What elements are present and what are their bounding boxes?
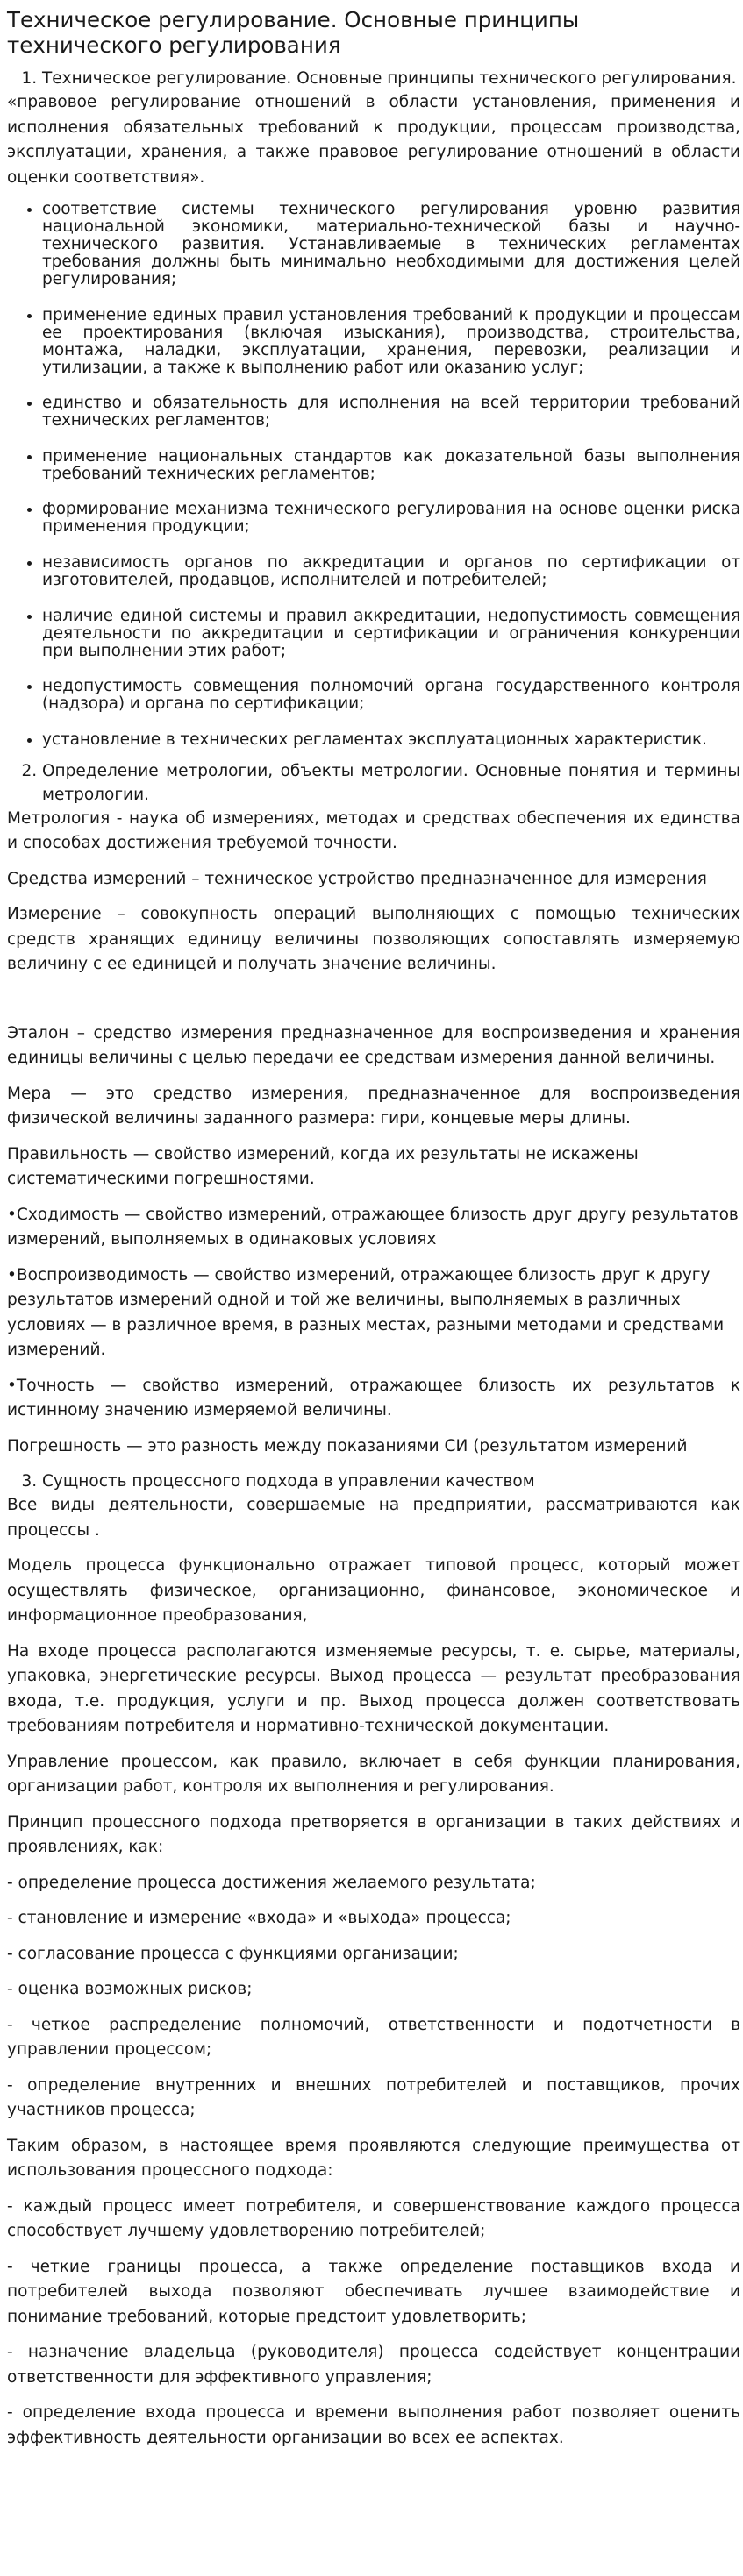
paragraph: - определение входа процесса и времени выполнения работ позволяет оценить эффективность деятельности организации во всех ее аспектах. <box>7 2403 740 2447</box>
paragraph: Все виды деятельности, совершаемые на предприятии, рассматриваются как процессы . <box>7 1496 740 1540</box>
paragraph: - назначение владельца (руководителя) процесса содействует концентрации ответственности для эффективного управления; <box>7 2343 740 2387</box>
section-1-heading: 1. Техническое регулирование. Основные принципы технического регулирования. <box>42 67 740 90</box>
paragraph: Принцип процессного подхода претворяется в организации в таких действиях и проявлениях, как: <box>7 1812 740 1857</box>
section-3-list <box>7 1469 740 1493</box>
paragraph: - согласование процесса с функциями организации; <box>7 1944 459 1963</box>
paragraph: - определение внутренних и внешних потребителей и поставщиков, прочих участников процесса; <box>7 2075 740 2120</box>
paragraph: •Точность — свойство измерений, отражающее близость их результатов к истинному значению измеряемой величины. <box>7 1376 740 1420</box>
list-item: • соответствие системы технического регулирования уровню развития национальной экономики, материально-технической базы и научно-технического развития. Устанавливаемые в технических регламентах требования должны быть минимально необходимыми для достижения целей регулирования; <box>42 201 740 288</box>
principles-list <box>7 201 740 749</box>
section-3-heading: 3. Сущность процессного подхода в управлении качеством <box>42 1469 740 1493</box>
paragraph: На входе процесса располагаются изменяемые ресурсы, т. е. сырье, материалы, упаковка, энергетические ресурсы. Выход процесса — результат преобразования входа, т.е. продукция, услуги и пр. Выход процесса должен соответствовать требованиям потребителя и нормативно-технической документации. <box>7 1641 740 1736</box>
list-item: • наличие единой системы и правил аккредитации, недопустимость совмещения деятельности по аккредитации и сертификации и ограничения конкуренции при выполнении этих работ; <box>42 608 740 660</box>
paragraph: Управление процессом, как правило, включает в себя функции планирования, организации работ, контроля их выполнения и регулирования. <box>7 1752 740 1797</box>
section-1-list <box>7 67 740 90</box>
paragraph: - четкое распределение полномочий, ответственности и подотчетности в управлении процессом; <box>7 2015 740 2060</box>
paragraph: Метрология - наука об измерениях, методах и средствах обеспечения их единства и способах достижения требуемой точности. <box>7 808 740 853</box>
paragraph: - каждый процесс имеет потребителя, и совершенствование каждого процесса способствует лучшему удовлетворению потребителей; <box>7 2196 740 2241</box>
paragraph: Эталон – средство измерения предназначенное для воспроизведения и хранения единицы величины с целью передачи ее средствам измерения данной величины. <box>7 1023 740 1068</box>
page-title: Техническое регулирование. Основные принципы технического регулирования <box>7 7 580 58</box>
paragraph: - оценка возможных рисков; <box>7 1980 253 1999</box>
spacer <box>7 988 740 1021</box>
list-item: • применение национальных стандартов как доказательной базы выполнения требований технических регламентов; <box>42 448 740 483</box>
list-item: • независимость органов по аккредитации и органов по сертификации от изготовителей, продавцов, исполнителей и потребителей; <box>42 554 740 589</box>
section-2-heading: 2. Определение метрологии, объекты метрологии. Основные понятия и термины метрологии. <box>42 759 740 807</box>
paragraph: - становление и измерение «входа» и «выхода» процесса; <box>7 1909 511 1928</box>
paragraph: •Воспроизводимость — свойство измерений, отражающее близость друг к другу результатов измерений одной и той же величины, выполняемых в различных условиях — в различное время, в разных местах, разными методами и средствами измерений. <box>7 1265 725 1360</box>
list-item: • установление в технических регламентах эксплуатационных характеристик. <box>42 731 740 749</box>
intro-paragraph: «правовое регулирование отношений в области установления, применения и исполнения обязательных требований к продукции, процессам производства, эксплуатации, хранения, а также правовое регулирование отношений в области оценки соответствия». <box>7 93 740 187</box>
list-item: • применение единых правил установления требований к продукции и процессам ее проектирования (включая изыскания), производства, строительства, монтажа, наладки, эксплуатации, хранения, перевозки, реализации и утилизации, а также к выполнению работ или оказанию услуг; <box>42 307 740 377</box>
paragraph: Измерение – совокупность операций выполняющих с помощью технических средств хранящих единицу величины позволяющих сопоставлять измеряемую величину с ее единицей и получать значение величины. <box>7 905 740 974</box>
section-2-list <box>7 759 740 807</box>
paragraph: - определение процесса достижения желаемого результата; <box>7 1873 536 1892</box>
paragraph: - четкие границы процесса, а также определение поставщиков входа и потребителей выхода позволяют обеспечивать лучшее взаимодействие и понимание требований, которые предстоит удовлетворить; <box>7 2257 740 2326</box>
list-item: • формирование механизма технического регулирования на основе оценки риска применения продукции; <box>42 501 740 536</box>
list-item: • единство и обязательность для исполнения на всей территории требований технических регламентов; <box>42 395 740 430</box>
paragraph: Таким образом, в настоящее время проявляются следующие преимущества от использования процессного подхода: <box>7 2136 740 2181</box>
paragraph: Правильность — свойство измерений, когда их результаты не искажены систематическими погрешностями. <box>7 1144 639 1189</box>
paragraph: •Сходимость — свойство измерений, отражающее близость друг другу результатов измерений, выполняемых в одинаковых условиях <box>7 1205 739 1249</box>
paragraph: Мера — это средство измерения, предназначенное для воспроизведения физической величины заданного размера: гири, концевые меры длины. <box>7 1084 740 1128</box>
list-item: • недопустимость совмещения полномочий органа государственного контроля (надзора) и органа по сертификации; <box>42 678 740 713</box>
paragraph: Модель процесса функционально отражает типовой процесс, который может осуществлять физическое, организационно, финансовое, экономическое и информационное преобразования, <box>7 1556 740 1626</box>
paragraph: Погрешность — это разность между показаниями СИ (результатом измерений <box>7 1436 688 1455</box>
paragraph: Средства измерений – техническое устройство предназначенное для измерения <box>7 869 707 888</box>
